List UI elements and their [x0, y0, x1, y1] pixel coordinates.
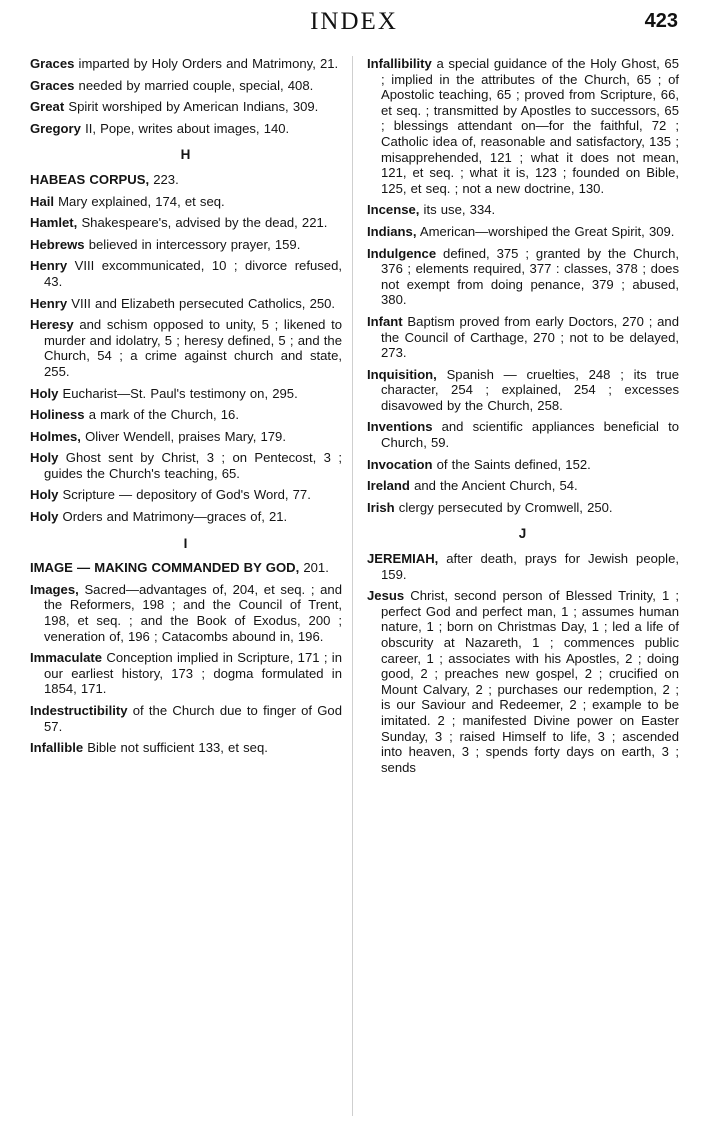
index-letter-heading: J: [518, 526, 528, 542]
index-entry-references: American—worshiped the Great Spirit, 309.: [416, 223, 675, 239]
index-entry-term: Jesus: [367, 588, 405, 604]
index-entry-references: of the Saints defined, 152.: [432, 456, 591, 472]
index-entry-references: VIII and Elizabeth persecuted Catholics, 250.: [67, 295, 336, 311]
index-entry-term: Henry: [30, 258, 68, 274]
index-columns: [30, 56, 680, 1116]
index-entry-term: JEREMIAH,: [367, 551, 439, 567]
index-entry-list-left: [30, 56, 342, 756]
index-entry-references: 201.: [299, 560, 329, 576]
index-entry-term: Hebrews: [30, 236, 85, 252]
index-entry-term: Gregory: [30, 120, 81, 136]
index-entry: [30, 172, 342, 188]
index-entry-references: Spanish — cruelties, 248 ; its true character, 254 ; explained, 254 ; excesses disavowed by the Church, 258.: [381, 366, 679, 413]
index-entry-references: a special guidance of the Holy Ghost, 65 ; implied in the attributes of the Church, 65 ; of Apostolic teaching, 65 ; proved from Scripture, 66, et seq. ; transmitted by Apostles to successors, 65 ; blessings attendant on—for the faithful, 72 ; Catholic idea of, reasonable and satisfactory, 135 ; misapprehended, 121 ; what it does not mean, 121, et seq. ; what it is, 123 ; founded on Bible, 125, et seq. ; not a new doctrine, 130.: [381, 56, 679, 196]
index-entry-references: Mary explained, 174, et seq.: [54, 193, 225, 209]
index-entry-references: and the Ancient Church, 54.: [409, 478, 578, 494]
index-entry: [30, 560, 342, 576]
index-entry-references: Christ, second person of Blessed Trinity, 1 ; perfect God and perfect man, 1 ; assumes human nature, 1 ; born on Christmas Day, 1 ; led a life of obscurity at Nazareth, 1 ; commences public career, 1 ; associates with his Apostles, 2 ; doing good, 2 ; preaches new gospel, 2 ; crucified on Mount Calvary, 2 ; purchases our redemption, 2 ; is our Saviour and Redeemer, 2 ; example to be imitated. 2 ; manifested Divine power on Easter Sunday, 3 ; raised Himself to life, 3 ; ascended into heaven, 3 ; spends forty days on earth, 3 ; sends: [381, 588, 679, 775]
index-entry-references: Ghost sent by Christ, 3 ; on Pentecost, 3 ; guides the Church's teaching, 65.: [44, 450, 342, 481]
index-entry-list-right: [367, 56, 679, 775]
index-entry-term: Irish: [367, 499, 395, 515]
index-entry: [30, 429, 342, 445]
page-header: [30, 0, 678, 46]
index-entry-term: Graces: [30, 56, 75, 71]
index-entry: [367, 588, 679, 775]
index-entry-term: Holiness: [30, 407, 85, 423]
index-entry-term: Infallible: [30, 740, 84, 756]
index-entry-term: Inventions: [367, 419, 433, 435]
index-entry-term: Incense,: [367, 202, 420, 218]
index-entry: [30, 509, 342, 525]
index-entry-references: clergy persecuted by Cromwell, 250.: [394, 499, 613, 515]
index-entry: [30, 258, 342, 289]
index-entry-references: II, Pope, writes about images, 140.: [80, 120, 290, 136]
index-entry-references: of the Church due to finger of God 57.: [44, 703, 342, 734]
index-entry: [30, 740, 342, 756]
index-letter-heading: H: [180, 147, 192, 163]
index-entry: [30, 487, 342, 503]
index-entry-term: Holmes,: [30, 428, 81, 444]
index-entry: [30, 450, 342, 481]
index-entry: [367, 246, 679, 308]
index-entry-references: Orders and Matrimony—graces of, 21.: [58, 509, 288, 525]
index-entry: [30, 99, 342, 115]
index-entry-term: Indians,: [367, 223, 417, 239]
index-entry: [367, 457, 679, 473]
index-entry-term: Great: [30, 99, 65, 115]
index-entry-references: Sacred—advantages of, 204, et seq. ; and the Reformers, 198 ; and the Council of Trent, 198, et seq. ; and the Book of Exodus, 200 ; veneration of, 196 ; Catacombs abound in, 196.: [44, 581, 342, 644]
index-entry: [367, 551, 679, 582]
index-entry-term: Infallibility: [367, 56, 432, 71]
index-entry: [30, 215, 342, 231]
index-entry: [367, 478, 679, 494]
index-letter-heading: I: [183, 535, 189, 551]
index-entry-term: Hail: [30, 193, 55, 209]
index-entry: [30, 407, 342, 423]
index-column-left: [30, 56, 352, 1116]
index-entry-term: Heresy: [30, 317, 74, 333]
index-entry-references: Oliver Wendell, praises Mary, 179.: [80, 428, 286, 444]
index-entry-references: 223.: [149, 171, 179, 187]
index-entry-term: Holy: [30, 385, 59, 401]
index-entry: [367, 224, 679, 240]
index-entry-references: Eucharist—St. Paul's testimony on, 295.: [58, 385, 298, 401]
index-entry-term: Holy: [30, 509, 59, 525]
index-entry: [30, 296, 342, 312]
index-entry-term: Indestructibility: [30, 703, 128, 718]
index-entry-term: Infant: [367, 313, 403, 329]
index-entry-references: Conception implied in Scripture, 171 ; in our earliest history, 173 ; dogma formulated in 1854, 171.: [44, 650, 342, 697]
index-entry-references: VIII excommunicated, 10 ; divorce refused, 43.: [44, 258, 342, 289]
index-entry-term: HABEAS CORPUS,: [30, 171, 150, 187]
index-entry: [30, 78, 342, 94]
index-entry-references: after death, prays for Jewish people, 159.: [381, 551, 679, 582]
index-entry-term: Hamlet,: [30, 215, 78, 231]
index-entry-term: Henry: [30, 295, 68, 311]
index-entry: [367, 419, 679, 450]
index-entry-term: Graces: [30, 77, 75, 93]
index-entry: [367, 202, 679, 218]
index-entry-term: Invocation: [367, 456, 433, 472]
index-entry: [367, 500, 679, 516]
index-entry-references: Bible not sufficient 133, et seq.: [83, 740, 268, 756]
index-entry-term: IMAGE — MAKING COMMANDED BY GOD,: [30, 560, 300, 576]
index-entry: [30, 56, 342, 72]
index-column-right: [352, 56, 679, 1116]
index-entry-references: Baptism proved from early Doctors, 270 ; and the Council of Carthage, 270 ; not to be delayed, 273.: [381, 313, 679, 361]
index-entry: [30, 582, 342, 644]
index-entry-references: defined, 375 ; granted by the Church, 376 ; elements required, 377 : classes, 378 ; does not exempt from doing penance, 379 ; abused, 380.: [381, 245, 679, 308]
index-entry-term: Immaculate: [30, 650, 103, 666]
index-entry-references: and schism opposed to unity, 5 ; likened to murder and idolatry, 5 ; heresy defined, 5 ; and the Church, 54 ; a crime against church and state, 255.: [44, 317, 342, 379]
index-entry-references: Scripture — depository of God's Word, 77.: [58, 487, 311, 503]
index-entry: [367, 367, 679, 414]
index-entry-references: a mark of the Church, 16.: [84, 407, 239, 423]
index-entry: [30, 317, 342, 379]
index-entry: [30, 386, 342, 402]
page-number: 423: [644, 10, 678, 32]
index-entry: [30, 237, 342, 253]
index-entry-term: Images,: [30, 581, 79, 597]
index-entry-references: its use, 334.: [419, 202, 496, 218]
index-entry-term: Ireland: [367, 478, 410, 494]
index-entry-term: Inquisition,: [367, 366, 437, 382]
page-title: INDEX: [310, 8, 398, 35]
index-entry-references: imparted by Holy Orders and Matrimony, 21.: [74, 56, 339, 71]
index-entry-term: Holy: [30, 487, 59, 503]
index-entry-term: Indulgence: [367, 245, 437, 261]
index-entry: [30, 650, 342, 697]
index-entry: [367, 314, 679, 361]
index-entry-references: and scientific appliances beneficial to Church, 59.: [381, 419, 679, 451]
index-entry-references: Shakespeare's, advised by the dead, 221.: [77, 215, 328, 231]
index-entry-references: Spirit worshiped by American Indians, 309.: [64, 99, 319, 115]
index-entry: [30, 703, 342, 734]
index-entry-references: needed by married couple, special, 408.: [74, 77, 314, 93]
index-entry: [30, 194, 342, 210]
index-entry: [30, 121, 342, 137]
index-entry-term: Holy: [30, 450, 59, 466]
index-entry-references: believed in intercessory prayer, 159.: [84, 236, 301, 252]
index-entry: [367, 56, 679, 196]
